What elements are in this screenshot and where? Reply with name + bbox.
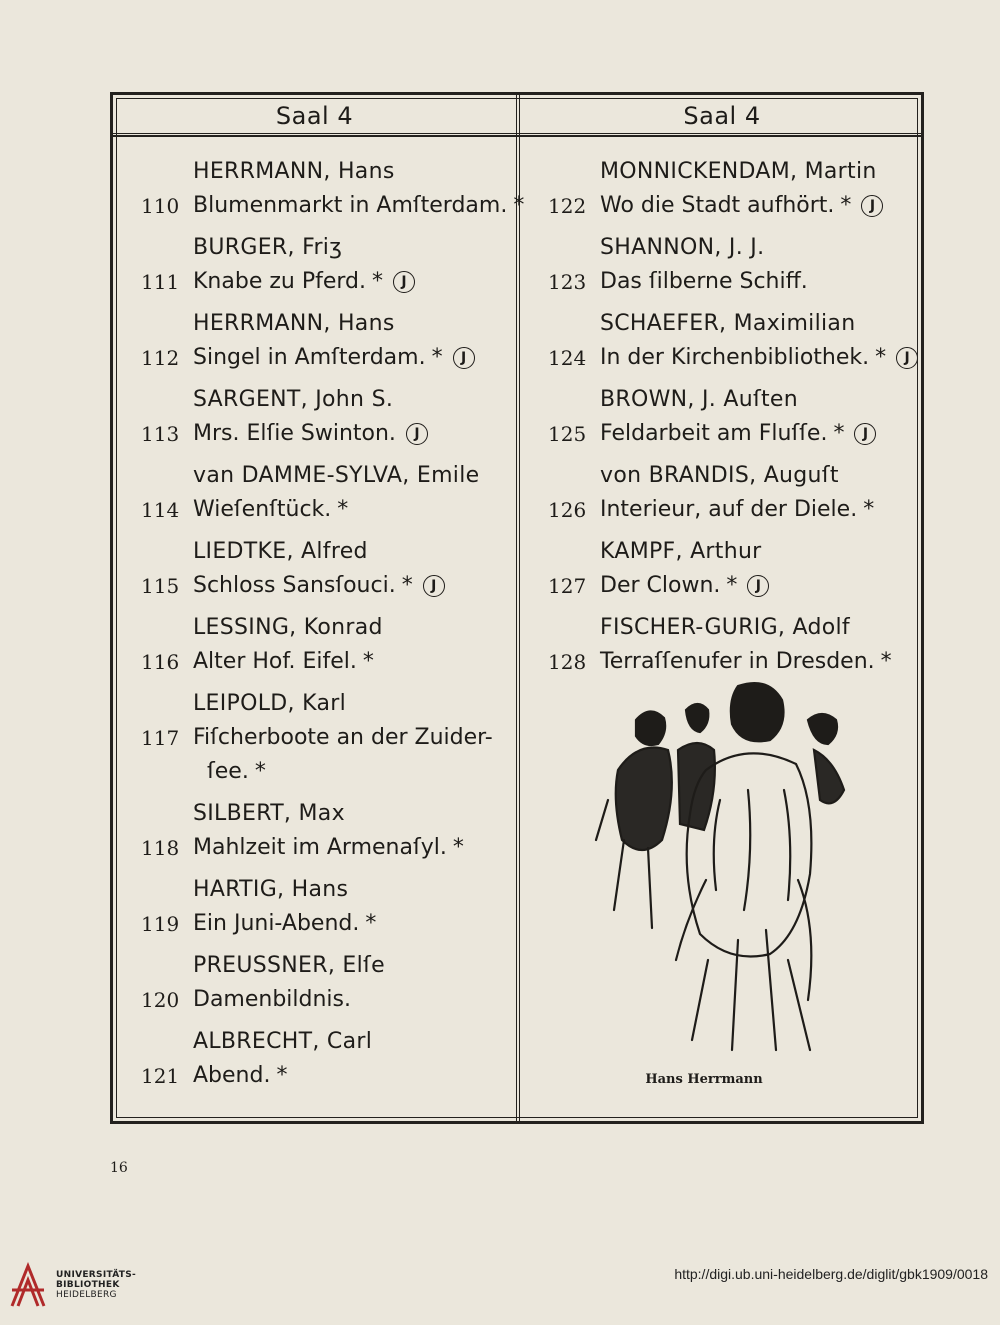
asterisk-mark: * bbox=[875, 345, 887, 370]
artist-name: KAMPF, Arthur bbox=[600, 539, 762, 564]
work-title-block bbox=[600, 417, 920, 451]
work-line bbox=[548, 569, 920, 603]
artist-name: van DAMME-SYLVA, Emile bbox=[193, 463, 480, 488]
circled-j-icon: J bbox=[896, 347, 918, 369]
asterisk-mark: * bbox=[276, 1063, 288, 1088]
catalogue-number: 118 bbox=[141, 836, 180, 860]
work-title: Knabe zu Pferd. bbox=[193, 269, 366, 294]
asterisk-mark: * bbox=[362, 649, 374, 674]
work-title: Mahlzeit im Armenaſyl. bbox=[193, 835, 447, 860]
work-line bbox=[548, 189, 920, 223]
catalogue-entry bbox=[141, 307, 513, 375]
asterisk-mark: * bbox=[863, 497, 875, 522]
catalogue-number: 128 bbox=[548, 650, 587, 674]
artist-name: BROWN, J. Auſten bbox=[600, 387, 799, 412]
catalogue-entry bbox=[141, 797, 513, 865]
catalogue-number: 117 bbox=[141, 726, 180, 750]
asterisk-mark: * bbox=[254, 759, 266, 784]
work-title-block bbox=[193, 645, 513, 679]
asterisk-mark: * bbox=[452, 835, 464, 860]
asterisk-mark: * bbox=[372, 269, 383, 294]
catalogue-number: 112 bbox=[141, 346, 180, 370]
work-line bbox=[141, 1059, 513, 1093]
catalogue-number: 120 bbox=[141, 988, 180, 1012]
artist-name: LEIPOLD, Karl bbox=[193, 691, 346, 716]
artist-name: BURGER, Friʒ bbox=[193, 235, 343, 260]
catalogue-number: 115 bbox=[141, 574, 180, 598]
left-column-header: Saal 4 bbox=[275, 102, 354, 130]
catalogue-entry bbox=[548, 231, 920, 299]
artist-name: SILBERT, Max bbox=[193, 801, 345, 826]
asterisk-mark: * bbox=[513, 193, 525, 218]
catalogue-number: 114 bbox=[141, 498, 180, 522]
catalogue-entry bbox=[548, 535, 920, 603]
catalogue-number: 123 bbox=[548, 270, 587, 294]
work-title: Wieſenſtück. bbox=[193, 497, 332, 522]
catalogue-entry bbox=[548, 459, 920, 527]
work-title-block bbox=[193, 983, 513, 1017]
catalogue-entry bbox=[141, 231, 513, 299]
work-line bbox=[141, 569, 513, 603]
catalogue-entry bbox=[548, 307, 920, 375]
circled-j-icon: J bbox=[423, 575, 445, 597]
right-column bbox=[548, 155, 920, 687]
asterisk-mark: * bbox=[365, 911, 377, 936]
work-title-block bbox=[600, 341, 920, 375]
work-title: Der Clown. bbox=[600, 573, 721, 598]
catalogue-number: 126 bbox=[548, 498, 587, 522]
work-line bbox=[548, 417, 920, 451]
column-divider bbox=[516, 95, 520, 1121]
work-title-block bbox=[600, 189, 920, 223]
work-title-block bbox=[193, 341, 513, 375]
work-title: Damenbildnis. bbox=[193, 987, 351, 1012]
catalogue-entry bbox=[141, 611, 513, 679]
circled-j-icon: J bbox=[854, 423, 876, 445]
work-title: Wo die Stadt aufhört. bbox=[600, 193, 835, 218]
artist-name: MONNICKENDAM, Martin bbox=[600, 159, 877, 184]
catalogue-number: 124 bbox=[548, 346, 587, 370]
library-logo-icon bbox=[8, 1262, 48, 1310]
work-line bbox=[548, 493, 920, 527]
catalogue-entry bbox=[141, 949, 513, 1017]
work-line bbox=[548, 265, 920, 299]
work-line bbox=[141, 983, 513, 1017]
artist-name: SHANNON, J. J. bbox=[600, 235, 765, 260]
catalogue-entry bbox=[141, 873, 513, 941]
right-column-header: Saal 4 bbox=[683, 102, 761, 130]
work-title: Schloss Sansſouci. bbox=[193, 573, 396, 598]
work-title: Ein Juni-Abend. bbox=[193, 911, 360, 936]
work-title: Interieur, auf der Diele. bbox=[600, 497, 858, 522]
circled-j-icon: J bbox=[393, 271, 415, 293]
work-line bbox=[141, 493, 513, 527]
work-title: Terraſſenufer in Dresden. bbox=[600, 649, 875, 674]
asterisk-mark: * bbox=[840, 193, 852, 218]
catalogue-entry bbox=[141, 459, 513, 527]
work-line bbox=[141, 831, 513, 865]
artist-name: ALBRECHT, Carl bbox=[193, 1029, 373, 1054]
circled-j-icon: J bbox=[406, 423, 428, 445]
artist-name: HERRMANN, Hans bbox=[193, 159, 395, 184]
work-line bbox=[141, 341, 513, 375]
library-name bbox=[56, 1270, 136, 1300]
catalogue-entry bbox=[141, 1025, 513, 1093]
work-title-block bbox=[193, 189, 524, 223]
asterisk-mark: * bbox=[880, 649, 892, 674]
work-title-block bbox=[600, 265, 920, 299]
work-title-block bbox=[193, 721, 513, 789]
work-title: Alter Hof. Eifel. bbox=[193, 649, 357, 674]
catalogue-entry bbox=[548, 383, 920, 451]
library-name-line1: UNIVERSITÄTS- bbox=[56, 1270, 137, 1280]
work-title-block bbox=[600, 493, 920, 527]
catalogue-number: 113 bbox=[141, 422, 180, 446]
work-title: Feldarbeit am Fluſſe. bbox=[600, 421, 828, 446]
catalogue-entry bbox=[141, 155, 525, 223]
asterisk-mark: * bbox=[337, 497, 349, 522]
work-title: Fiſcherboote an der Zuider- bbox=[193, 725, 493, 750]
work-title-block bbox=[600, 569, 920, 603]
work-line bbox=[141, 417, 513, 451]
work-title: Das ſilberne Schiff. bbox=[600, 269, 808, 294]
work-title-block bbox=[193, 265, 513, 299]
catalogue-number: 110 bbox=[141, 194, 180, 218]
work-line bbox=[141, 721, 513, 789]
catalogue-number: 119 bbox=[141, 912, 180, 936]
catalogue-entry bbox=[548, 155, 920, 223]
artist-name: HERRMANN, Hans bbox=[193, 311, 395, 336]
work-title: In der Kirchenbibliothek. bbox=[600, 345, 870, 370]
artist-name: von BRANDIS, Auguſt bbox=[600, 463, 839, 488]
work-title-block bbox=[193, 1059, 513, 1093]
left-column bbox=[141, 155, 525, 1101]
work-title: Blumenmarkt in Amſterdam. bbox=[193, 193, 508, 218]
work-line bbox=[141, 189, 525, 223]
artist-name: SCHAEFER, Maximilian bbox=[600, 311, 856, 336]
catalogue-number: 116 bbox=[141, 650, 180, 674]
catalogue-entry bbox=[141, 535, 513, 603]
catalogue-number: 111 bbox=[141, 270, 180, 294]
asterisk-mark: * bbox=[833, 421, 845, 446]
catalogue-entry bbox=[141, 383, 513, 451]
artist-name: LIEDTKE, Alfred bbox=[193, 539, 368, 564]
circled-j-icon: J bbox=[861, 195, 883, 217]
work-line bbox=[548, 645, 920, 679]
asterisk-mark: * bbox=[401, 573, 413, 598]
catalogue-entry bbox=[141, 687, 513, 789]
library-name-line3: HEIDELBERG bbox=[56, 1290, 117, 1300]
work-title: Singel in Amſterdam. bbox=[193, 345, 426, 370]
artist-name: FISCHER-GURIG, Adolf bbox=[600, 615, 850, 640]
work-title-block bbox=[193, 831, 513, 865]
catalogue-number: 125 bbox=[548, 422, 587, 446]
artist-name: SARGENT, John S. bbox=[193, 387, 394, 412]
work-line bbox=[141, 907, 513, 941]
catalogue-number: 122 bbox=[548, 194, 587, 218]
work-line bbox=[141, 265, 513, 299]
work-title-continuation bbox=[193, 755, 513, 789]
artist-name: LESSING, Konrad bbox=[193, 615, 383, 640]
catalogue-number: 121 bbox=[141, 1064, 180, 1088]
circled-j-icon: J bbox=[453, 347, 475, 369]
work-line bbox=[548, 341, 920, 375]
circled-j-icon: J bbox=[747, 575, 769, 597]
work-title-block bbox=[193, 907, 513, 941]
footer-url-link[interactable]: http://digi.ub.uni-heidelberg.de/diglit/gbk1909/0018 bbox=[674, 1266, 988, 1282]
work-title-block bbox=[193, 417, 513, 451]
catalogue-number: 127 bbox=[548, 574, 587, 598]
page-number: 16 bbox=[110, 1160, 128, 1176]
illustration-caption: Hans Herrmann bbox=[645, 1072, 763, 1087]
work-title: Abend. bbox=[193, 1063, 271, 1088]
work-title-block bbox=[193, 569, 513, 603]
work-title: Mrs. Elſie Swinton. bbox=[193, 421, 396, 446]
artist-name: PREUSSNER, Elſe bbox=[193, 953, 385, 978]
sketch-figures-illustration bbox=[588, 680, 888, 1060]
work-title-block bbox=[193, 493, 513, 527]
asterisk-mark: * bbox=[431, 345, 443, 370]
catalogue-entry bbox=[548, 611, 920, 679]
artist-name: HARTIG, Hans bbox=[193, 877, 349, 902]
work-title-continuation-text: ſee. bbox=[207, 759, 249, 784]
work-title-block bbox=[600, 645, 920, 679]
library-name-line2: BIBLIOTHEK bbox=[56, 1280, 120, 1290]
asterisk-mark: * bbox=[726, 573, 738, 598]
work-line bbox=[141, 645, 513, 679]
